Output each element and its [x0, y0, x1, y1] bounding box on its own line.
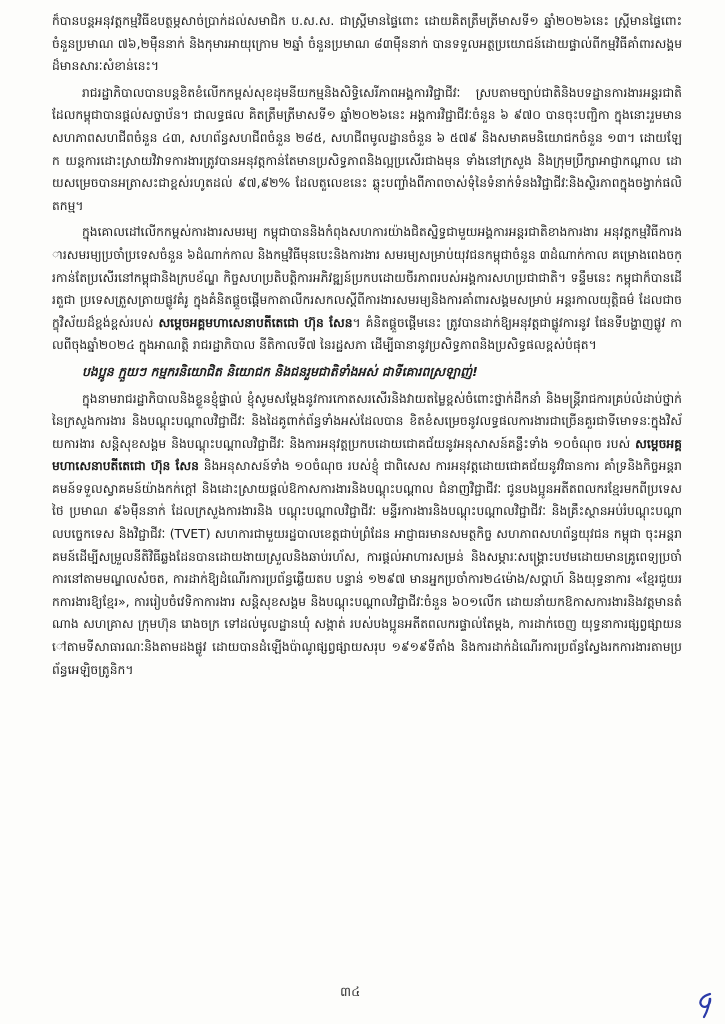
paragraph-appreciation	[52, 388, 682, 682]
paragraph-text: ។ គំនិតផ្តួចផ្តើមនេះ ត្រូវបានដាក់ឱ្យអនុវត្តជាផ្លូវការនូវ ផែនទីបង្ហាញផ្លូវ កាលពីចុងឆ្នាំ២០២៤ ក្នុងអាណត្តិ រាជរដ្ឋាភិបាល នីតិកាលទី៧ នៃរដ្ឋសភា ដើម្បីធានានូវប្រសិទ្ធភាពនិងប្រសិទ្ធផលខ្ពស់បំផុត។	[52, 315, 682, 353]
paragraph-maternity-benefit	[52, 10, 682, 78]
paragraph-text: ក៏បានបន្តអនុវត្តកម្មវិធីឧបត្ថម្ភសាច់ប្រាក់ដល់សមាជិក ប.ស.ស. ជាស្ត្រីមានផ្ទៃពោះ ដោយគិតត្រឹមត្រីមាសទី១ ឆ្នាំ២០២៦នេះ ស្ត្រីមានផ្ទៃពោះចំនួនប្រមាណ ៧៦,២ម៉ឺននាក់ និងកុមារអាយុក្រោម ២ឆ្នាំ ចំនួនប្រមាណ ៨៣ម៉ឺននាក់ បានទទួលអត្ថប្រយោជន៍ដោយផ្ទាល់ពីកម្មវិធីគាំពារសង្គមដ៏មានសារៈសំខាន់នេះ។	[52, 14, 682, 74]
document-body	[52, 10, 682, 685]
paragraph-professional-organizations	[52, 82, 682, 218]
paragraph-text: ក្នុងនាមរាជរដ្ឋាភិបាលនិងខ្លួនខ្ញុំផ្ទាល់ ខ្ញុំសូមសម្តែងនូវការកោតសរសើរនិងវាយតម្លៃខ្ពស់ចំពោះថ្នាក់ដឹកនាំ និងមន្ត្រីរាជការគ្រប់លំដាប់ថ្នាក់នៃក្រសួងការងារ និងបណ្តុះបណ្តាលវិជ្ជាជីវៈ និងដៃគូពាក់ព័ន្ធទាំងអស់ដែលបាន ខិតខំសម្រេចនូវលទ្ធផលការងារជាច្រើនគួរជាទីមោទនៈក្នុងវិស័យការងារ សន្តិសុខសង្គម និងបណ្តុះបណ្តាលវិជ្ជាជីវៈ និងការអនុវត្តប្រកបដោយជោគជ័យនូវអនុសាសន៍គន្លឹះទាំង ១០ចំណុច របស់	[52, 391, 682, 451]
bold-honorific-name: សម្តេចអគ្គមហាសេនាបតីតេជោ ហ៊ុន សែន	[52, 436, 682, 474]
page-number: ៣៤	[340, 985, 361, 1000]
paragraph-text: និងអនុសាសន៍ទាំង ១០ចំណុច របស់ខ្ញុំ ជាពិសេស ការអនុវត្តដោយជោគជ័យនូវវិធានការ គាំទ្រនិងកិច្ចអន្តរាគមន៍ទទួលស្វាគមន៍យ៉ាងកក់ក្តៅ និងដោះស្រាយផ្តល់ឱកាសការងារនិងបណ្តុះបណ្តាល ជំនាញវិជ្ជាជីវៈ ជូនបងប្អូនអតីតពលករខ្មែរមកពីប្រទេសថៃ ប្រមាណ ៩៦ម៉ឺននាក់ ដែលក្រសួងការងារនិង បណ្តុះបណ្តាលវិជ្ជាជីវៈ មន្ទីរការងារនិងបណ្តុះបណ្តាលវិជ្ជាជីវៈ និងគ្រឹះស្ថានអប់រំបណ្តុះបណ្តាលបច្ចេកទេស និងវិជ្ជាជីវៈ (TVET) សហការជាមួយរដ្ឋបាលខេត្តជាប់ព្រំដែន អាជ្ញាធរមានសមត្ថកិច្ច សហភាពសហព័ន្ធយុវជន កម្ពុជា ចុះអន្តរាគមន៍ដើម្បីសម្រួលនីតិវិធីឆ្លងដែនបានដោយងាយស្រួលនិងឆាប់រហ័ស, ការផ្តល់អាហារសម្រន់ និងសម្ភារៈសង្គ្រោះបឋមដោយមានគ្រូពេទ្យប្រចាំការនៅតាមមណ្ឌលសំចត, ការដាក់ឱ្យដំណើរការប្រព័ន្ធឆ្លើយតប បន្ទាន់ ១២៩៧ មានអ្នកប្រចាំការ២៤ម៉ោង/សប្តាហ៍ និងយុទ្ធនាការ «ខ្មែរជួយរកការងារឱ្យខ្មែរ», ការរៀបចំវេទិកាការងារ សន្តិសុខសង្គម និងបណ្តុះបណ្តាលវិជ្ជាជីវៈចំនួន ៦០១លើក ដោយនាំយកឱកាសការងារនិងវត្តមានតំណាង សហគ្រាស ក្រុមហ៊ុន រោងចក្រ ទៅដល់មូលដ្ឋានឃុំ សង្កាត់ របស់បងប្អូនអតីតពលករផ្ទាល់តែម្តង, ការដាក់ចេញ យុទ្ធនាការផ្សព្វផ្សាយនៅតាមទីសាធារណៈនិងតាមដងផ្លូវ ដោយបានដំឡើងប៉ាណូផ្សព្វផ្សាយសរុប ១៩១៩ទីតាំង និងការដាក់ដំណើរការប្រព័ន្ធស្វែងរកការងារតាមប្រព័ន្ធអេឡិចត្រូនិក។	[52, 459, 682, 677]
paragraph-decent-work	[52, 221, 682, 357]
paragraph-text: ក្នុងគោលដៅលើកកម្ពស់ការងារសមរម្យ កម្ពុជាបាននិងកំពុងសហការយ៉ាងជិតស្និទ្ធជាមួយអង្គការអន្តរជាតិខាងការងារ អនុវត្តកម្មវិធីការងារសមរម្យប្រចាំប្រទេសចំនួន ៦ដំណាក់កាល និងកម្មវិធីមុនបេះនិងការងារ សមរម្យសម្រាប់យុវជនកម្ពុជាចំនួន ៣ដំណាក់កាល គម្រោងពេងចក្រកាន់តែប្រសើរនៅកម្ពុជានិងក្របខ័ណ្ឌ កិច្ចសហប្រតិបត្តិការអភិវឌ្ឍន៍ប្រកបដោយចីរភាពរបស់អង្គការសហប្រជាជាតិ។ ទន្ទឹមនេះ កម្ពុជាក៏បានដើរតួជា ប្រទេសត្រួសត្រាយផ្លូវគំរូ ក្នុងគំនិតផ្តួចផ្តើមកាតាលីករសកលស្តីពីការងារសមរម្យនិងការគាំពារសង្គមសម្រាប់ អន្តរកាលយុត្តិធម៌ ដែលជាចក្ខុវិស័យដ៏ខ្ពង់ខ្ពស់របស់	[52, 225, 683, 330]
paragraph-text: រាជរដ្ឋាភិបាលបានបន្តខិតខំលើកកម្ពស់សុខដុមនីយកម្មនិងសិទ្ធិសេរីភាពអង្គការវិជ្ជាជីវៈ ស្របតាមច្បាប់ជាតិនិងបទដ្ឋានការងារអន្តរជាតិ ដែលកម្ពុជាបានផ្តល់សច្ចាប័ន។ ជាលទ្ធផល គិតត្រឹមត្រីមាសទី១ ឆ្នាំ២០២៦នេះ អង្គការវិជ្ជាជីវៈចំនួន ៦ ៩៧០ បានចុះបញ្ជិកា ក្នុងនោះរួមមាន សហភាពសហជីពចំនួន ៤៣, សហព័ន្ធសហជីពចំនួន ២៨៥, សហជីពមូលដ្ឋានចំនួន ៦ ៥៧៩ និងសមាគមនិយោជកចំនួន ១៣។ ដោយឡែក យន្តការដោះស្រាយវិវាទការងារត្រូវបានអនុវត្តកាន់តែមានប្រសិទ្ធភាពនិងល្អប្រសើរជាងមុន ទាំងនៅក្រសួង និងក្រុមប្រឹក្សាអាជ្ញាកណ្តាល ដោយសម្រេចបានអត្រាសះជាខ្ពស់រហូតដល់ ៩៧,៩២% ដែលតួលេខនេះ ឆ្លុះបញ្ចាំងពីភាពចាស់ទុំនៃទំនាក់ទំនងវិជ្ជាជីវៈនិងស្ថិរភាពក្នុងចង្វាក់ផលិតកម្ម។	[52, 85, 682, 213]
handwritten-initial-mark	[690, 990, 718, 1020]
salutation-slogan: បងប្អូន ក្មួយៗ កម្មករនិយោជិត និយោជក និងជនរួមជាតិទាំងអស់ ជាទីគោរពស្រឡាញ់!	[82, 363, 478, 379]
bold-honorific-name: សម្តេចអគ្គមហាសេនាបតីតេជោ ហ៊ុន សែន	[158, 315, 353, 330]
